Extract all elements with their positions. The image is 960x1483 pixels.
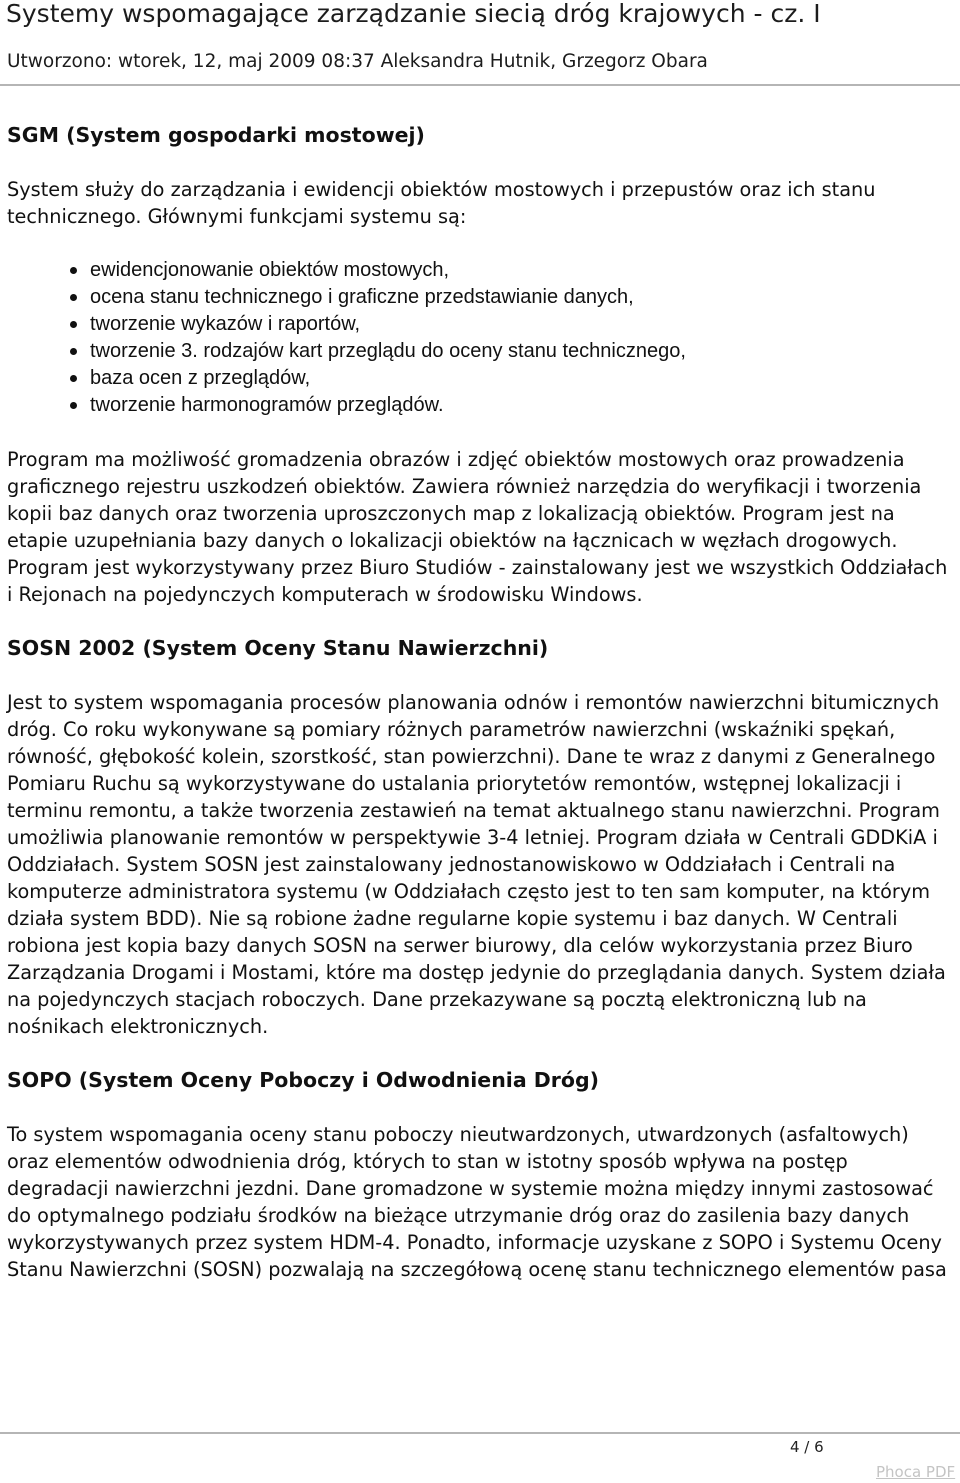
bullet-icon: [70, 375, 77, 382]
article-meta: Utworzono: wtorek, 12, maj 2009 08:37 Aleksandra Hutnik, Grzegorz Obara: [7, 51, 708, 72]
sgm-intro: System służy do zarządzania i ewidencji obiektów mostowych i przepustów oraz ich stanu technicznego. Głównymi funkcjami systemu są:: [7, 178, 876, 228]
list-item: [7, 365, 952, 392]
header-divider: [0, 84, 960, 86]
list-item-text: tworzenie wykazów i raportów,: [90, 313, 361, 335]
sgm-heading: SGM (System gospodarki mostowej): [7, 123, 425, 147]
list-item: [7, 311, 952, 338]
sgm-body: Program ma możliwość gromadzenia obrazów i zdjęć obiektów mostowych oraz prowadzenia graficznego rejestru uszkodzeń obiektów. Zawiera również narzędzia do weryfikacji i tworzenia kopii baz danych oraz tworzenia uproszczonych map z lokalizacją obiektów. Program jest na etapie uzupełniania bazy danych o lokalizacji obiektów na łącznicach w węzłach drogowych. Program jest wykorzystywany przez Biuro Studiów - zainstalowany jest we wszystkich Oddziałach i Rejonach na pojedynczych komputerach w środowisku Windows.: [7, 448, 948, 606]
list-item: [7, 257, 952, 284]
bullet-icon: [70, 348, 77, 355]
list-item-text: ewidencjonowanie obiektów mostowych,: [90, 259, 450, 281]
footer-divider: [0, 1432, 960, 1434]
list-item-text: tworzenie harmonogramów przeglądów.: [90, 394, 444, 416]
list-item: [7, 392, 952, 419]
sgm-feature-list: [7, 257, 952, 419]
bullet-icon: [70, 294, 77, 301]
page-header: [0, 0, 960, 84]
sosn-body: Jest to system wspomagania procesów planowania odnów i remontów nawierzchni bitumicznych dróg. Co roku wykonywane są pomiary różnych parametrów nawierzchni (wskaźniki spękań, równość, głębokość kolein, szorstkość, stan powierzchni). Dane te wraz z danymi z Generalnego Pomiaru Ruchu są wykorzystywane do ustalania priorytetów remontów, wstępnej lokalizacji i terminu remontu, a także tworzenia zestawień na temat aktualnego stanu nawierzchni. Program umożliwia planowanie remontów w perspektywie 3-4 letniej. Program działa w Centrali GDDKiA i Oddziałach. System SOSN jest zainstalowany jednostanowiskowo w Oddziałach i Centrali na komputerze administratora systemu (w Oddziałach często jest to ten sam komputer, na którym działa system BDD). Nie są robione żadne regularne kopie systemu i baz danych. W Centrali robiona jest kopia bazy danych SOSN na serwer biurowy, dla celów wykorzystania przez Biuro Zarządzania Drogami i Mostami, które ma dostęp jedynie do przeglądania danych. System działa na pojedynczych stacjach roboczych. Dane przekazywane są pocztą elektroniczną lub na nośnikach elektronicznych.: [7, 691, 946, 1038]
article-title: Systemy wspomagające zarządzanie siecią dróg krajowych - cz. I: [6, 0, 821, 28]
list-item-text: baza ocen z przeglądów,: [90, 367, 311, 389]
sosn-heading: SOSN 2002 (System Oceny Stanu Nawierzchni): [7, 636, 549, 660]
phoca-pdf-link[interactable]: Phoca PDF: [876, 1463, 956, 1481]
page-number: 4 / 6: [790, 1438, 824, 1456]
list-item-text: tworzenie 3. rodzajów kart przeglądu do oceny stanu technicznego,: [90, 340, 686, 362]
list-item-text: ocena stanu technicznego i graficzne przedstawianie danych,: [90, 286, 634, 308]
bullet-icon: [70, 267, 77, 274]
list-item: [7, 284, 952, 311]
bullet-icon: [70, 402, 77, 409]
sopo-body: To system wspomagania oceny stanu poboczy nieutwardzonych, utwardzonych (asfaltowych) oraz elementów odwodnienia dróg, których to stan w istotny sposób wpływa na postęp degradacji nawierzchni jezdni. Dane gromadzone w systemie można między innymi zastosować do optymalnego podziału środków na bieżące utrzymanie dróg oraz do zasilenia bazy danych wykorzystywanych przez system HDM-4. Ponadto, informacje uzyskane z SOPO i Systemu Oceny Stanu Nawierzchni (SOSN) pozwalają na szczegółową ocenę stanu technicznego elementów pasa: [7, 1123, 947, 1281]
bullet-icon: [70, 321, 77, 328]
list-item: [7, 338, 952, 365]
sopo-heading: SOPO (System Oceny Poboczy i Odwodnienia Dróg): [7, 1068, 600, 1092]
article-content: [7, 122, 952, 1283]
